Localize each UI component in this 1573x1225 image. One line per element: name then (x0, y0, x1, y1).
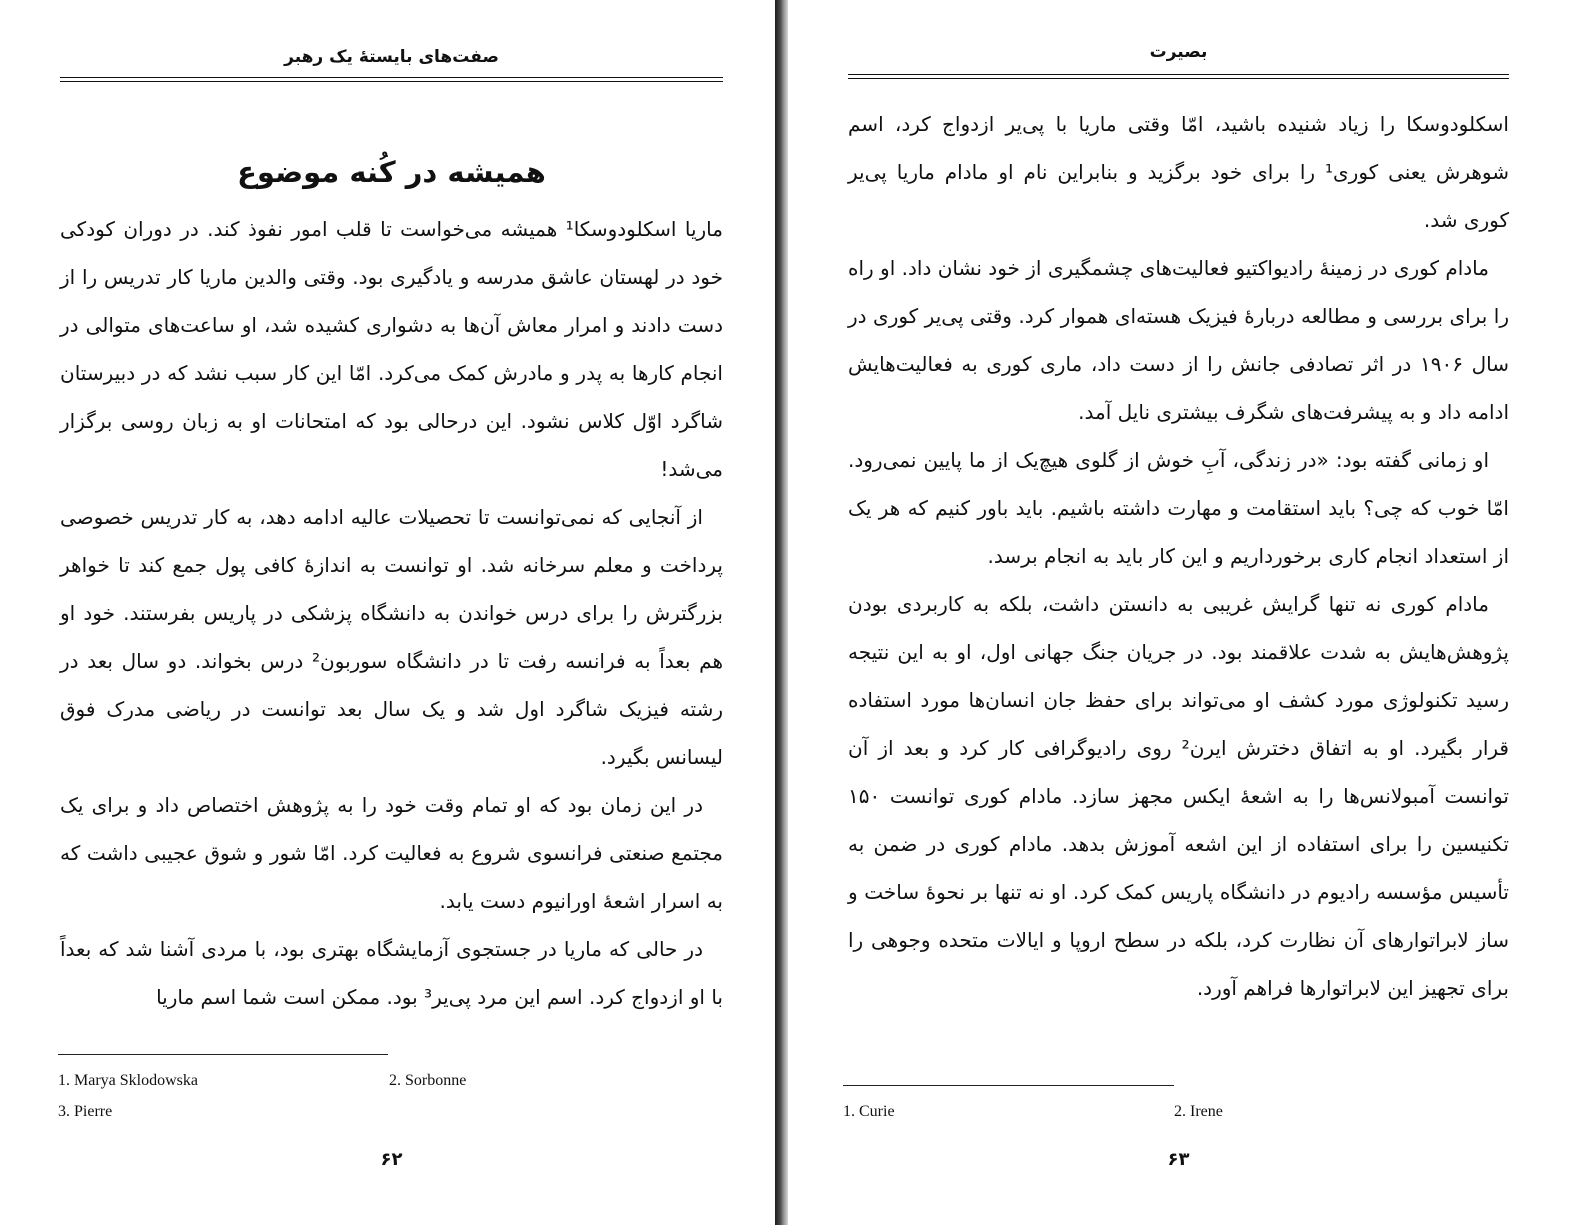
right-header-rule (848, 74, 1509, 79)
left-page (0, 0, 775, 1225)
paragraph: مادام کوری در زمینهٔ رادیواکتیو فعالیت‌های چشمگیری از خود نشان داد. او راه را برای بررسی و مطالعه دربارهٔ فیزیک هسته‌ای هموار کرد. وقتی پی‌یر کوری در سال ۱۹۰۶ در اثر تصادفی جانش را از دست داد، ماری کوری به فعالیت‌هایش ادامه داد و به پیشرفت‌های شگرف بیشتری نایل آمد. (848, 256, 1509, 424)
footnote: 2. Sorbonne (389, 1072, 467, 1089)
footnote: 2. Irene (1174, 1103, 1223, 1120)
chapter-title: همیشه در کُنه موضوع (237, 155, 546, 189)
right-page (788, 0, 1573, 1225)
book-spine (775, 0, 788, 1225)
paragraph: در حالی که ماریا در جستجوی آزمایشگاه بهتری بود، با مردی آشنا شد که بعداً با او ازدواج کرد. اسم این مرد پی‌یر³ بود. ممکن است شما اسم ماریا (60, 937, 723, 1009)
paragraph: از آنجایی که نمی‌توانست تا تحصیلات عالیه ادامه دهد، به کار تدریس خصوصی پرداخت و معلم سرخانه شد. او توانست به اندازهٔ کافی پول جمع کند تا خواهر بزرگترش را برای درس خواندن به دانشگاه پزشکی در پاریس بفرستند. خود او هم بعداً به فرانسه رفت تا در دانشگاه سوربون² درس بخواند. دو سال بعد در رشته فیزیک شاگرد اول شد و یک سال بعد توانست در ریاضی مدرک فوق لیسانس بگیرد. (60, 505, 724, 769)
footnote-rule (843, 1085, 1174, 1086)
paragraph: ماریا اسکلودوسکا¹ همیشه می‌خواست تا قلب امور نفوذ کند. در دوران کودکی خود در لهستان عاشق مدرسه و یادگیری بود. وقتی والدین ماریا کار تدریس را از دست دادند و امرار معاش آن‌ها به دشواری کشیده شد، او ساعت‌های متوالی در انجام کارها به پدر و مادرش کمک می‌کرد. امّا این کار سبب نشد که در دبیرستان شاگرد اوّل کلاس نشود. این درحالی بود که امتحانات او به زبان روسی برگزار می‌شد! (60, 217, 723, 481)
paragraph: مادام کوری نه تنها گرایش غریبی به دانستن داشت، بلکه به کاربردی بودن پژوهش‌هایش به شدت علاقمند بود. در جریان جنگ جهانی اول، او به این نتیجه رسید تکنولوژی مورد کشف او می‌تواند برای حفظ جان انسان‌ها مورد استفاده قرار بگیرد. او به اتفاق دخترش ایرن² روی رادیوگرافی کار کرد و بعد از آن توانست آمبولانس‌ها را به اشعهٔ ایکس مجهز سازد. مادام کوری توانست ۱۵۰ تکنیسین را برای استفاده از این اشعه آموزش بدهد. مادام کوری در ضمن به تأسیس مؤسسه رادیوم در دانشگاه پاریس کمک کرد. او نه تنها بر نحوهٔ ساخت و ساز لابراتوارهای آن نظارت کرد، بلکه در سطح اروپا و ایالات متحده وجوهی را برای تجهیز این لابراتوارها فراهم آورد. (848, 592, 1509, 1000)
footnote-rule (58, 1054, 388, 1055)
left-body-text (60, 205, 723, 1021)
paragraph: اسکلودوسکا را زیاد شنیده باشید، امّا وقتی ماریا با پی‌یر ازدواج کرد، اسم شوهرش یعنی کوری¹ را برای خود برگزید و بنابراین نام او مادام ماریا پی‌یر کوری شد. (848, 112, 1509, 232)
footnote: 3. Pierre (58, 1103, 113, 1120)
footnote: 1. Marya Sklodowska (58, 1072, 198, 1089)
page-number: ۶۳ (1167, 1149, 1190, 1170)
left-running-head: صفت‌های بایستهٔ یک رهبر (284, 47, 499, 67)
right-running-head: بصیرت (1149, 42, 1208, 62)
right-body-text (848, 100, 1509, 1012)
paragraph: در این زمان بود که او تمام وقت خود را به پژوهش اختصاص داد و برای یک مجتمع صنعتی فرانسوی شروع به فعالیت کرد. امّا شور و شوق عجیبی داشت که به اسرار اشعهٔ اورانیوم دست یابد. (60, 793, 723, 913)
page-number: ۶۲ (380, 1149, 403, 1170)
left-header-rule (60, 77, 723, 82)
paragraph: او زمانی گفته بود: «در زندگی، آبِ خوش از گلوی هیچ‌یک از ما پایین نمی‌رود. امّا خوب که چی؟ باید استقامت و مهارت داشته باشیم. باید باور کنیم که هر یک از استعداد انجام کاری برخورداریم و این کار باید به انجام برسد. (848, 448, 1509, 568)
footnote: 1. Curie (843, 1103, 895, 1120)
